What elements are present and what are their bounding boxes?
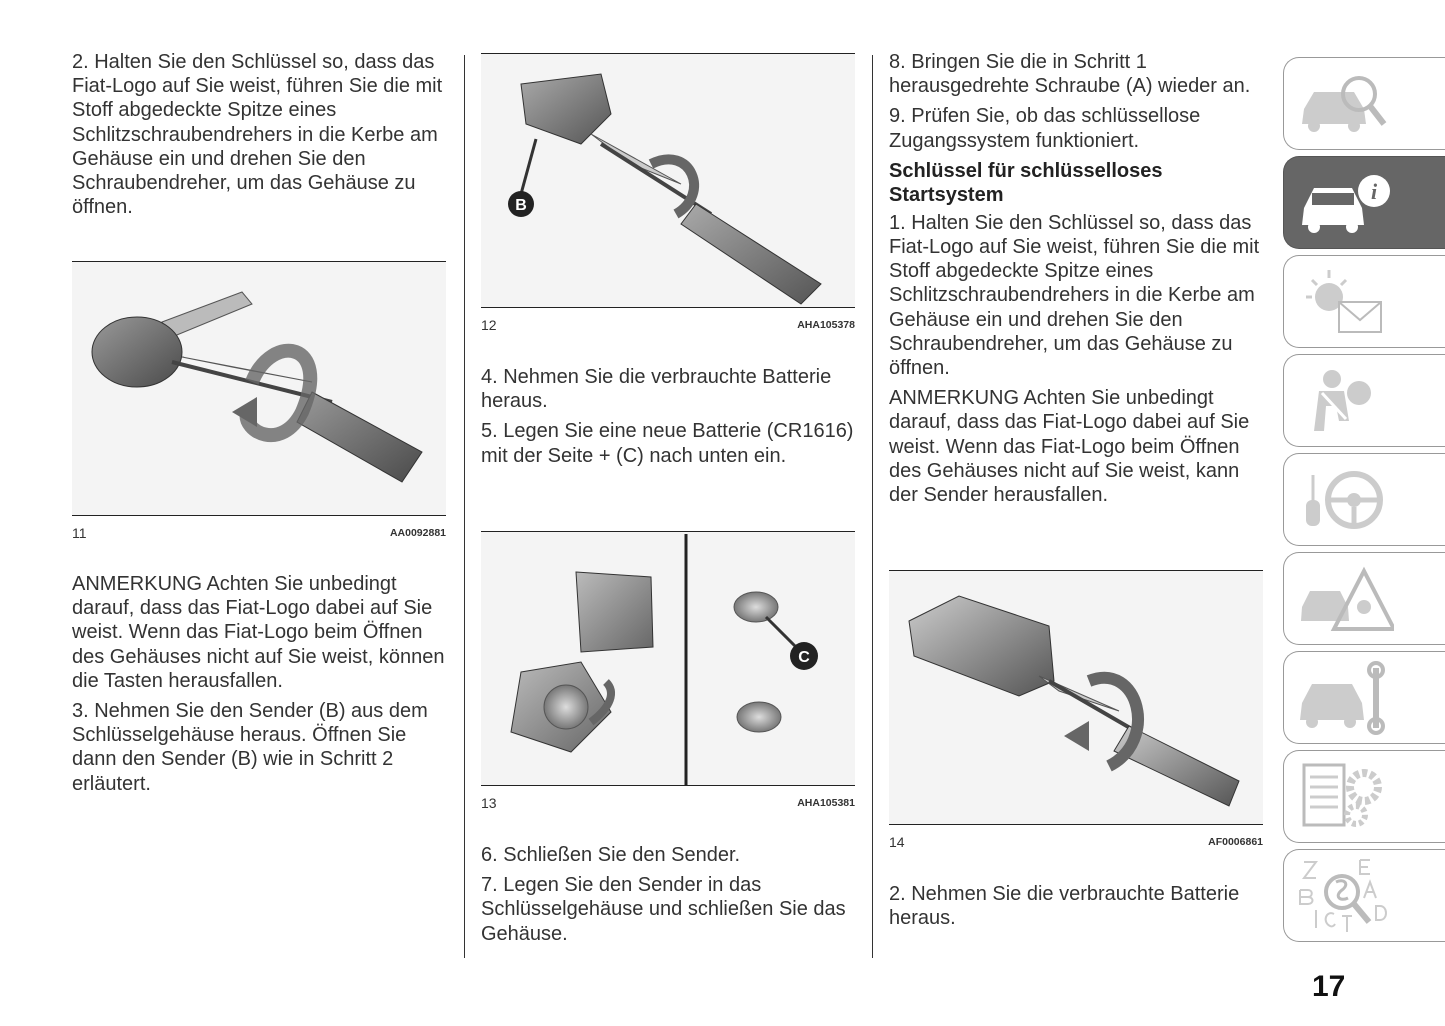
figure-number: 11 [72, 525, 87, 541]
callout-b: B [515, 197, 527, 214]
figure-code: AF0006861 [1208, 836, 1263, 848]
figure-12-illustration [481, 53, 855, 308]
lights-message-icon [1294, 262, 1394, 342]
airbag-seatbelt-icon [1294, 361, 1394, 441]
figure-12 [481, 53, 855, 333]
step-4-paragraph: 4. Nehmen Sie die verbrauchte Batterie heraus. [481, 366, 832, 413]
tab-car-warning[interactable] [1283, 552, 1445, 645]
keyless-key-screwdriver-illustration [889, 571, 1263, 824]
column-divider-2 [872, 55, 873, 958]
column-2-lower [481, 843, 855, 952]
transmitter-screwdriver-illustration [481, 54, 855, 307]
figure-number: 12 [481, 317, 497, 333]
figure-code: AHA105381 [797, 797, 855, 809]
column-1 [72, 50, 448, 225]
tab-car-search[interactable] [1283, 57, 1445, 150]
step-2-paragraph: 2. Halten Sie den Schlüssel so, dass das Fiat-Logo auf Sie weist, führen Sie die mit Stoff abgedeckte Spitze eines Schlitzschraubendrehers in die Kerbe am Gehäuse ein und drehen Sie den Schraubendreher, um das Gehäuse zu öffnen. [72, 51, 443, 219]
note-paragraph: ANMERKUNG Achten Sie unbedingt darauf, dass das Fiat-Logo dabei auf Sie weist. Wenn das Fiat-Logo beim Öffnen des Gehäuses nicht auf Sie weist, kann der Sender herausfallen. [889, 387, 1250, 507]
figure-14-illustration [889, 570, 1263, 825]
step-9-paragraph: 9. Prüfen Sie, ob das schlüssellose Zugangssystem funktioniert. [889, 105, 1201, 152]
car-search-icon [1294, 64, 1394, 144]
tab-car-maintenance[interactable] [1283, 651, 1445, 744]
figure-number: 14 [889, 834, 905, 850]
figure-number: 13 [481, 795, 497, 811]
column-1-lower [72, 572, 448, 802]
note-paragraph: ANMERKUNG Achten Sie unbedingt darauf, dass das Fiat-Logo dabei auf Sie weist. Wenn das Fiat-Logo beim Öffnen des Gehäuses nicht auf Sie weist, können die Tasten herausfallen. [72, 573, 445, 692]
key-steering-wheel-icon [1294, 460, 1394, 540]
tab-lights-message[interactable] [1283, 255, 1445, 348]
figure-13 [481, 531, 855, 811]
figure-code: AHA105378 [797, 319, 855, 331]
step-6-paragraph: 6. Schließen Sie den Sender. [481, 844, 741, 866]
page-number: 17 [1312, 970, 1346, 1003]
step-1-paragraph: 1. Halten Sie den Schlüssel so, dass das Fiat-Logo auf Sie weist, führen Sie die mit Stoff abgedeckte Spitze eines Schlitzschraubendrehers in die Kerbe am Gehäuse ein und drehen Sie den Schraubendreher, um das Gehäuse zu öffnen. [889, 211, 1260, 380]
step-5-paragraph: 5. Legen Sie eine neue Batterie (CR1616) mit der Seite + (C) nach unten ein. [481, 420, 854, 467]
column-divider-1 [464, 55, 465, 958]
svg-text:i: i [1370, 179, 1378, 204]
battery-replacement-illustration [481, 532, 855, 785]
figure-13-illustration [481, 531, 855, 786]
tab-alphabet-index[interactable] [1283, 849, 1445, 942]
figure-14 [889, 570, 1263, 850]
car-warning-icon [1294, 559, 1394, 639]
step-8-paragraph: 8. Bringen Sie die in Schritt 1 herausgedrehte Schraube (A) wieder an. [889, 51, 1251, 98]
section-heading: Schlüssel für schlüsselloses Startsystem [889, 159, 1163, 206]
figure-11-illustration [72, 261, 446, 516]
column-3 [889, 50, 1263, 513]
chapter-tabs [1283, 57, 1445, 948]
callout-c: C [798, 649, 810, 666]
step-3-paragraph: 3. Nehmen Sie den Sender (B) aus dem Schlüsselgehäuse heraus. Öffnen Sie dann den Sender (B) wie in Schritt 2 erläutert. [72, 700, 428, 795]
car-info-icon [1294, 163, 1394, 243]
car-maintenance-icon [1294, 658, 1394, 738]
figure-11 [72, 261, 446, 541]
tab-key-steering[interactable] [1283, 453, 1445, 546]
column-3-lower [889, 882, 1263, 936]
tab-specs-gear[interactable] [1283, 750, 1445, 843]
tab-car-info[interactable] [1283, 156, 1445, 249]
step-7-paragraph: 7. Legen Sie den Sender in das Schlüsselgehäuse und schließen Sie das Gehäuse. [481, 874, 846, 945]
key-screwdriver-illustration [72, 262, 446, 515]
tab-airbag-seatbelt[interactable] [1283, 354, 1445, 447]
specs-gear-icon [1294, 757, 1394, 837]
step-2-paragraph: 2. Nehmen Sie die verbrauchte Batterie heraus. [889, 883, 1240, 930]
alphabet-index-icon [1294, 856, 1394, 936]
figure-code: AA0092881 [389, 527, 446, 539]
column-2-middle [481, 365, 855, 474]
